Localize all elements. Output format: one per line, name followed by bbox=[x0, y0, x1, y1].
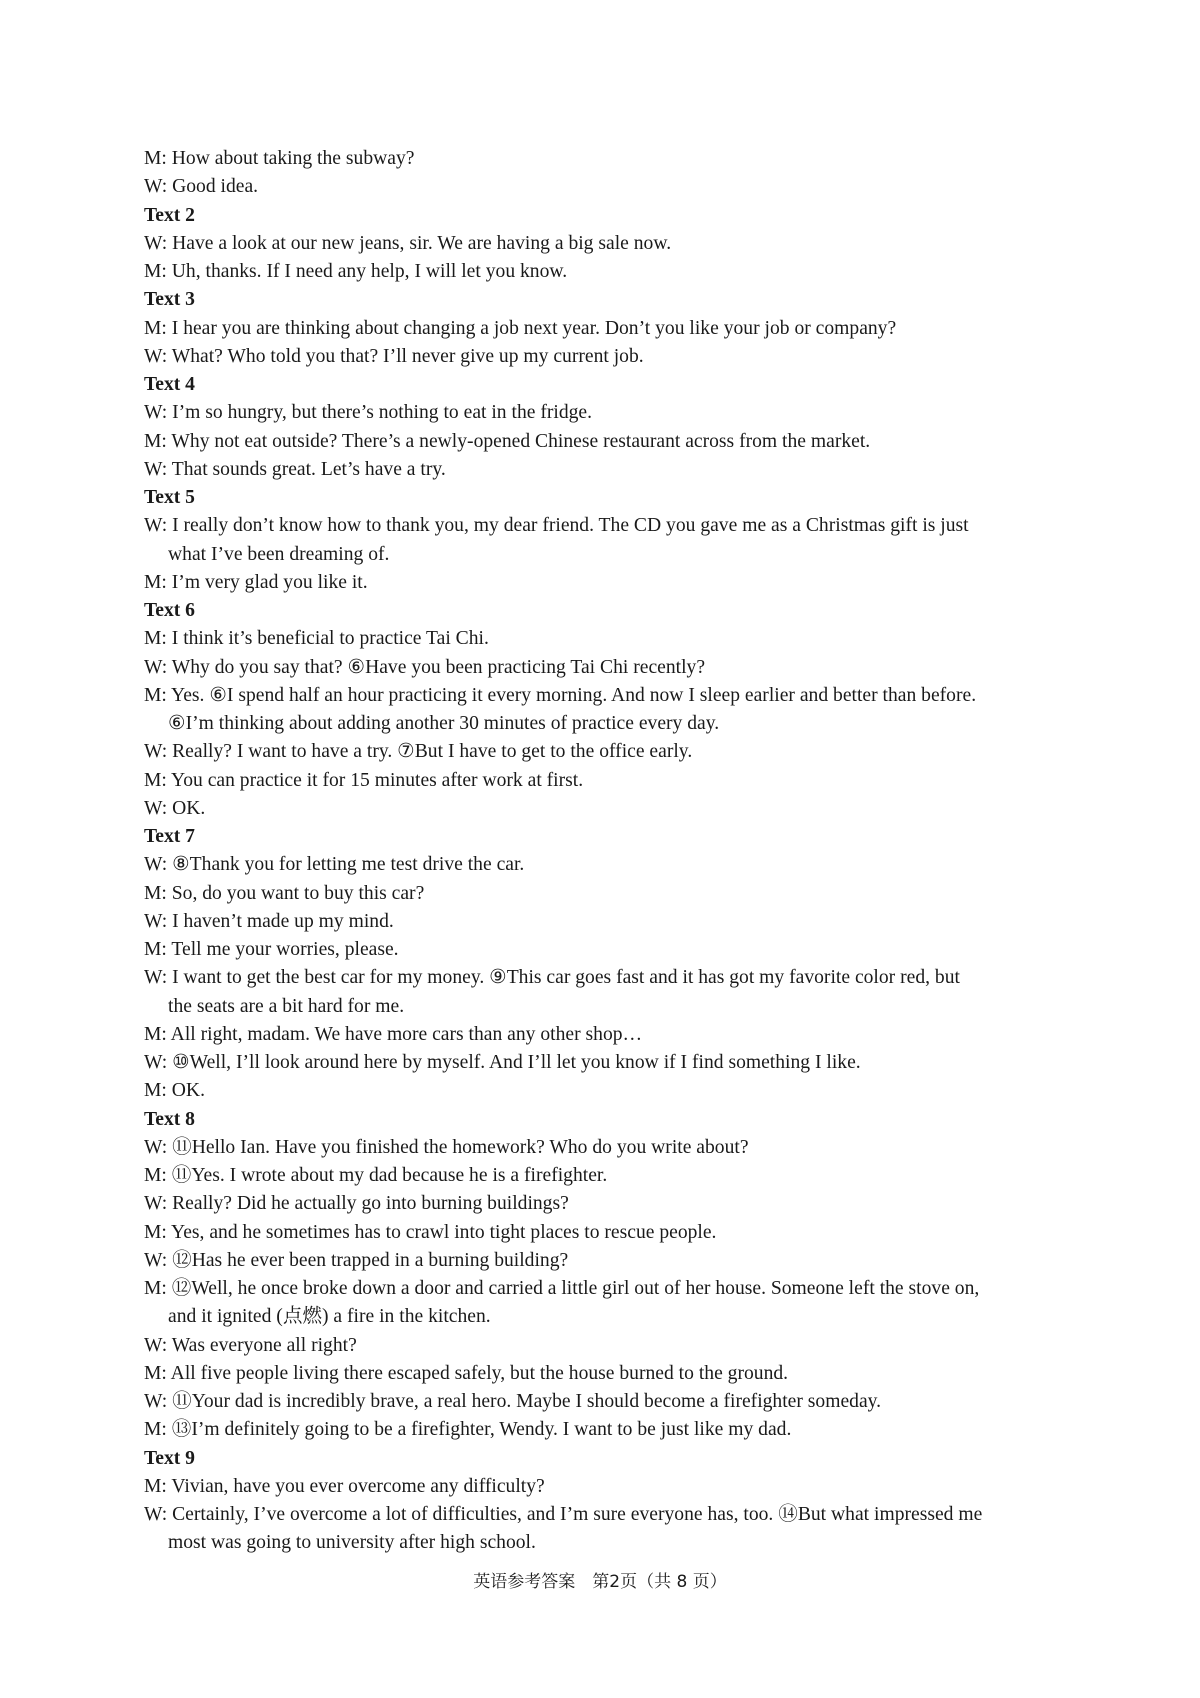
dialogue-line: M: OK. bbox=[144, 1080, 205, 1102]
dialogue-line: M: So, do you want to buy this car? bbox=[144, 882, 425, 904]
dialogue-line-continuation: what I’ve been dreaming of. bbox=[168, 543, 390, 565]
dialogue-line: W: Have a look at our new jeans, sir. We are having a big sale now. bbox=[144, 232, 672, 254]
dialogue-line: M: I hear you are thinking about changing a job next year. Don’t you like your job or company? bbox=[144, 317, 897, 339]
dialogue-line: M: Tell me your worries, please. bbox=[144, 939, 399, 960]
listening-transcript bbox=[144, 145, 1074, 1558]
dialogue-line: W: ⑩Well, I’ll look around here by myself. And I’ll let you know if I find something I like. bbox=[144, 1052, 861, 1073]
dialogue-line: W: Good idea. bbox=[144, 176, 259, 198]
dialogue-line: W: I really don’t know how to thank you, my dear friend. The CD you gave me as a Christmas gift is just bbox=[144, 515, 969, 537]
dialogue-line: W: Certainly, I’ve overcome a lot of difficulties, and I’m sure everyone has, too. ⑭But what impressed me bbox=[144, 1504, 983, 1525]
page-footer: 英语参考答案 第2页（共 8 页） bbox=[473, 1572, 727, 1592]
dialogue-line: W: Really? Did he actually go into burning buildings? bbox=[144, 1193, 569, 1215]
dialogue-line: M: ⑬I’m definitely going to be a firefighter, Wendy. I want to be just like my dad. bbox=[144, 1419, 792, 1441]
dialogue-line-continuation: the seats are a bit hard for me. bbox=[168, 995, 405, 1017]
dialogue-line: W: I haven’t made up my mind. bbox=[144, 910, 394, 932]
dialogue-line: M: Why not eat outside? There’s a newly-opened Chinese restaurant across from the market. bbox=[144, 430, 871, 452]
dialogue-line: M: ⑪Yes. I wrote about my dad because he is a firefighter. bbox=[144, 1165, 608, 1186]
dialogue-line: W: What? Who told you that? I’ll never give up my current job. bbox=[144, 345, 644, 367]
dialogue-line: W: ⑪Hello Ian. Have you finished the homework? Who do you write about? bbox=[144, 1136, 749, 1158]
section-heading: Text 4 bbox=[144, 374, 195, 395]
section-heading: Text 5 bbox=[144, 487, 195, 508]
dialogue-line: M: I’m very glad you like it. bbox=[144, 571, 368, 593]
dialogue-line: M: Yes, and he sometimes has to crawl into tight places to rescue people. bbox=[144, 1221, 717, 1243]
dialogue-line: W: ⑪Your dad is incredibly brave, a real hero. Maybe I should become a firefighter someday. bbox=[144, 1391, 882, 1412]
dialogue-line: M: All right, madam. We have more cars than any other shop… bbox=[144, 1023, 643, 1045]
section-heading: Text 9 bbox=[144, 1447, 195, 1469]
dialogue-line: W: ⑧Thank you for letting me test drive the car. bbox=[144, 854, 525, 876]
section-heading: Text 3 bbox=[144, 289, 195, 311]
section-heading: Text 8 bbox=[144, 1108, 195, 1130]
dialogue-line-continuation: most was going to university after high school. bbox=[168, 1532, 536, 1554]
dialogue-line: M: ⑫Well, he once broke down a door and carried a little girl out of her house. Someone left the stove on, bbox=[144, 1278, 980, 1299]
dialogue-line: M: I think it’s beneficial to practice Tai Chi. bbox=[144, 628, 489, 650]
dialogue-line-continuation: and it ignited (点燃) a fire in the kitchen. bbox=[168, 1306, 491, 1328]
dialogue-line: W: OK. bbox=[144, 797, 206, 819]
dialogue-line: W: I’m so hungry, but there’s nothing to eat in the fridge. bbox=[144, 402, 593, 424]
section-heading: Text 6 bbox=[144, 600, 195, 621]
dialogue-line: M: How about taking the subway? bbox=[144, 148, 415, 169]
dialogue-line: W: ⑫Has he ever been trapped in a burning building? bbox=[144, 1249, 569, 1271]
dialogue-line: M: Uh, thanks. If I need any help, I will let you know. bbox=[144, 261, 568, 282]
dialogue-line: W: That sounds great. Let’s have a try. bbox=[144, 458, 446, 480]
dialogue-line: M: All five people living there escaped safely, but the house burned to the ground. bbox=[144, 1362, 789, 1384]
dialogue-line: W: Was everyone all right? bbox=[144, 1334, 357, 1356]
dialogue-line: W: Really? I want to have a try. ⑦But I have to get to the office early. bbox=[144, 741, 693, 763]
dialogue-line: M: Yes. ⑥I spend half an hour practicing it every morning. And now I sleep earlier and better than before. bbox=[144, 684, 977, 706]
dialogue-line-continuation: ⑥I’m thinking about adding another 30 minutes of practice every day. bbox=[168, 713, 720, 734]
dialogue-line: W: I want to get the best car for my money. ⑨This car goes fast and it has got my favorite color red, but bbox=[144, 967, 960, 989]
section-heading: Text 2 bbox=[144, 204, 195, 226]
dialogue-line: W: Why do you say that? ⑥Have you been practicing Tai Chi recently? bbox=[144, 656, 706, 678]
dialogue-line: M: Vivian, have you ever overcome any difficulty? bbox=[144, 1475, 545, 1497]
section-heading: Text 7 bbox=[144, 826, 195, 847]
dialogue-line: M: You can practice it for 15 minutes after work at first. bbox=[144, 769, 584, 791]
